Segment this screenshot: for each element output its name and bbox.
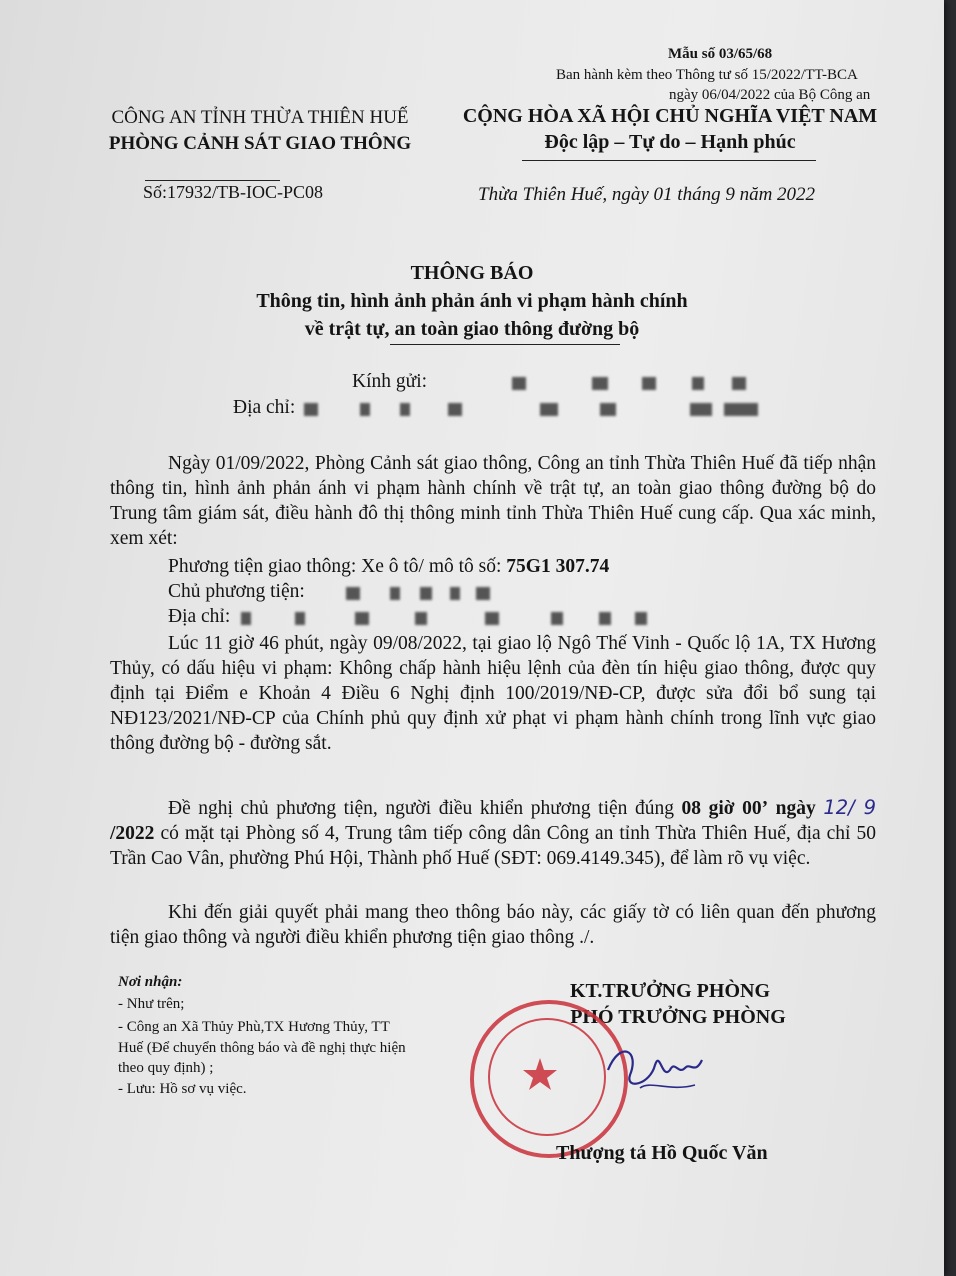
place-date: Thừa Thiên Huế, ngày 01 tháng 9 năm 2022 [478,184,816,205]
owner-address-redacted [235,610,655,626]
recipients-item-1: - Như trên; [118,996,185,1012]
document-subtitle-1: Thông tin, hình ảnh phản ánh vi phạm hành chính [256,290,688,312]
signer-role-1: KT.TRƯỞNG PHÒNG [570,980,770,1002]
signer-name: Thượng tá Hồ Quốc Văn [556,1142,768,1164]
motto-underline [522,160,816,161]
document-subtitle-2: về trật tự, an toàn giao thông đường bộ [304,318,640,340]
recipient-name-redacted [432,375,752,391]
recipients-item-3: - Lưu: Hồ sơ vụ việc. [118,1081,247,1097]
recipients-item-2b: Huế (Để chuyển thông báo và đề nghị thực hiện [118,1040,406,1056]
department-name: PHÒNG CẢNH SÁT GIAO THÔNG [108,133,412,154]
license-plate: 75G1 307.74 [506,556,610,577]
body-paragraph-3 [110,795,876,871]
form-issued-line1: Ban hành kèm theo Thông tư số 15/2022/TT-BCA [556,67,858,83]
para3-end: có mặt tại Phòng số 4, Trung tâm tiếp công dân Công an tỉnh Thừa Thiên Huế, địa chỉ 50 Trần Cao Vân, phường Phú Hội, Thành phố Huế (SĐT: 069.4149.345), để làm rõ vụ việc. [110,823,876,869]
recipient-row [352,371,752,393]
country-name: CỘNG HÒA XÃ HỘI CHỦ NGHĨA VIỆT NAM [462,105,878,127]
national-motto: Độc lập – Tự do – Hạnh phúc [544,131,796,153]
body-paragraph-2: Lúc 11 giờ 46 phút, ngày 09/08/2022, tại giao lộ Ngô Thế Vinh - Quốc lộ 1A, TX Hương Thủy, có dấu hiệu vi phạm: Không chấp hành hiệu lệnh của đèn tín hiệu giao thông, được quy định tại Điểm e Khoản 4 Điều 6 Nghị định 100/2019/NĐ-CP, được sửa đổi bổ sung tại NĐ123/2021/NĐ-CP của Chính phủ quy định xử phạt vi phạm hành chính trong lĩnh vực giao thông đường bộ - đường sắt. [110,633,876,754]
form-code: Mẫu số 03/65/68 [668,46,773,62]
document-title: THÔNG BÁO [410,262,534,284]
body-paragraph-4: Khi đến giải quyết phải mang theo thông báo này, các giấy tờ có liên quan đến phương tiện giao thông và người điều khiển phương tiện giao thông ./. [110,902,876,948]
subtitle-underline [390,344,620,345]
agency-name: CÔNG AN TỈNH THỪA THIÊN HUẾ [111,107,409,128]
appointment-time: 08 giờ 00’ [681,798,769,819]
form-issued-line2: ngày 06/04/2022 của Bộ Công an [669,87,871,103]
appointment-year: /2022 [110,823,155,844]
seal-star-icon [470,1000,620,1150]
vehicle-label: Phương tiện giao thông: Xe ô tô/ mô tô số: [168,556,502,577]
recipient-address-redacted [300,401,760,417]
recipients-item-2c: theo quy định) ; [118,1060,214,1076]
recipient-address-row [233,397,760,419]
signature-scribble [600,1030,710,1100]
owner-name-redacted [310,585,500,601]
body-paragraph-1: Ngày 01/09/2022, Phòng Cảnh sát giao thông, Công an tỉnh Thừa Thiên Huế đã tiếp nhận thông tin, hình ảnh phản ánh vi phạm hành chính về trật tự, an toàn giao thông đường bộ do Trung tâm giám sát, điều hành đô thị thông minh tỉnh Thừa Thiên Huế cung cấp. Qua xác minh, xem xét: [110,453,876,549]
document-number: Số:17932/TB-IOC-PC08 [143,182,324,202]
owner-label: Chủ phương tiện: [168,581,305,602]
recipients-item-2a: - Công an Xã Thủy Phù,TX Hương Thủy, TT [118,1019,390,1035]
department-underline [145,180,280,181]
owner-address-label: Địa chỉ: [168,606,231,627]
recipient-label: Kính gửi: [352,371,428,392]
para3-start: Đề nghị chủ phương tiện, người điều khiển phương tiện đúng [168,798,674,819]
recipient-address-label: Địa chỉ: [233,397,296,418]
signer-role-2: PHÓ TRƯỞNG PHÒNG [570,1006,786,1028]
owner-row [168,581,500,603]
handwritten-date: 12/ 9 [823,796,876,819]
owner-address-row [168,606,655,628]
appointment-day-label: ngày [775,798,816,819]
vehicle-row [168,556,609,578]
recipients-title: Nơi nhận: [118,974,183,990]
